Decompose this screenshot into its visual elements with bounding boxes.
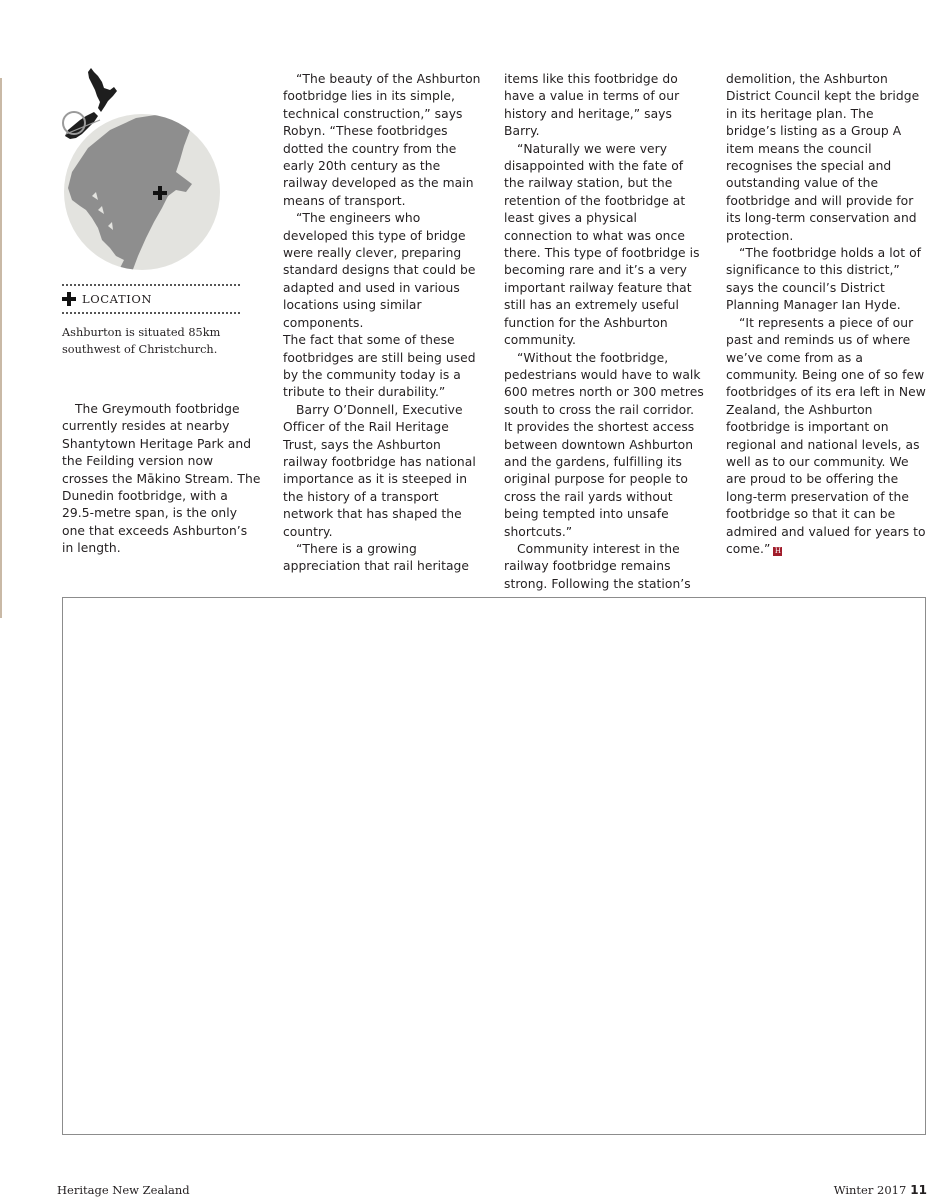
paragraph: demolition, the Ashburton District Council kept the bridge in its heritage plan. The bridge’s listing as a Group A item means the council recognises the special and outstanding value of the footbridge and will provide for its long-term conservation and protection. bbox=[726, 72, 920, 243]
paragraph: “The footbridge holds a lot of significance to this district,” says the council’s District Planning Manager Ian Hyde. bbox=[726, 246, 922, 313]
paragraph: The Greymouth footbridge currently resides at nearby Shantytown Heritage Park and the Feilding version now crosses the Mākino Stream. The Dunedin footbridge, with a 29.5-metre span, is the only one that exceeds Ashburton’s in length. bbox=[62, 402, 261, 556]
heritage-end-mark-icon: H bbox=[774, 546, 781, 555]
paragraph-text: “It represents a piece of our past and reminds us of where we’ve come from as a community. Being one of so few footbridges of its era left in New Zealand, the Ashburton footbridge is important on regional and national levels, as well as to our community. We are proud to be offering the long-term preservation of the footbridge so that it can be admired and valued for years to come.” bbox=[726, 315, 926, 556]
article-column-4 bbox=[726, 71, 926, 558]
location-cross-icon bbox=[62, 292, 76, 306]
location-rule-top bbox=[62, 284, 240, 286]
photo-frame bbox=[62, 597, 926, 1135]
location-rule-bottom bbox=[62, 312, 240, 314]
location-label bbox=[62, 291, 152, 307]
paragraph: “Without the footbridge, pedestrians would have to walk 600 metres north or 300 metres south to cross the rail corridor. bbox=[504, 350, 704, 417]
paragraph: “The engineers who developed this type of bridge were really clever, preparing standard designs that could be adapted and used in various locations using similar components. bbox=[283, 211, 476, 330]
paragraph: “The beauty of the Ashburton footbridge lies in its simple, technical construction,” says Robyn. “These footbridges dotted the country from the early 20th century as the railway developed as the main means of transport. bbox=[283, 72, 481, 208]
footer-folio bbox=[834, 1183, 927, 1197]
paragraph: Community interest in the railway footbridge remains strong. Following the station’s bbox=[504, 541, 691, 591]
north-island-shape bbox=[88, 68, 117, 112]
page-edge-rule bbox=[0, 78, 2, 618]
paragraph: “There is a growing appreciation that rail heritage bbox=[283, 541, 469, 574]
location-label-text: LOCATION bbox=[82, 292, 153, 306]
paragraph: It provides the shortest access between downtown Ashburton and the gardens, fulfilling its original purpose for people to cross the rail yards without being tempted into unsafe shortcuts.” bbox=[504, 420, 695, 539]
footer-issue: Winter 2017 bbox=[833, 1183, 907, 1197]
paragraph: items like this footbridge do have a value in terms of our history and heritage,” says Barry. bbox=[504, 72, 680, 139]
article-column-3 bbox=[504, 71, 704, 593]
paragraph bbox=[726, 315, 926, 559]
paragraph: The fact that some of these footbridges are still being used by the community today is a tribute to their durability.” bbox=[283, 333, 476, 400]
paragraph: “Naturally we were very disappointed with the fate of the railway station, but the retention of the footbridge at least gives a physical connection to what was once there. This type of footbridge is becoming rare and it’s a very important railway feature that still has an extremely useful function for the Ashburton community. bbox=[504, 141, 700, 348]
article-column-2 bbox=[283, 71, 483, 576]
article-column-1 bbox=[62, 401, 262, 558]
page-number: 11 bbox=[910, 1183, 927, 1197]
location-caption: Ashburton is situated 85km southwest of Christchurch. bbox=[62, 326, 221, 356]
nz-map-icon bbox=[58, 60, 228, 280]
footer-publication: Heritage New Zealand bbox=[57, 1183, 190, 1197]
paragraph: Barry O’Donnell, Executive Officer of the Rail Heritage Trust, says the Ashburton railway footbridge has national importance as it is steeped in the history of a transport network that has shaped the country. bbox=[283, 402, 476, 539]
